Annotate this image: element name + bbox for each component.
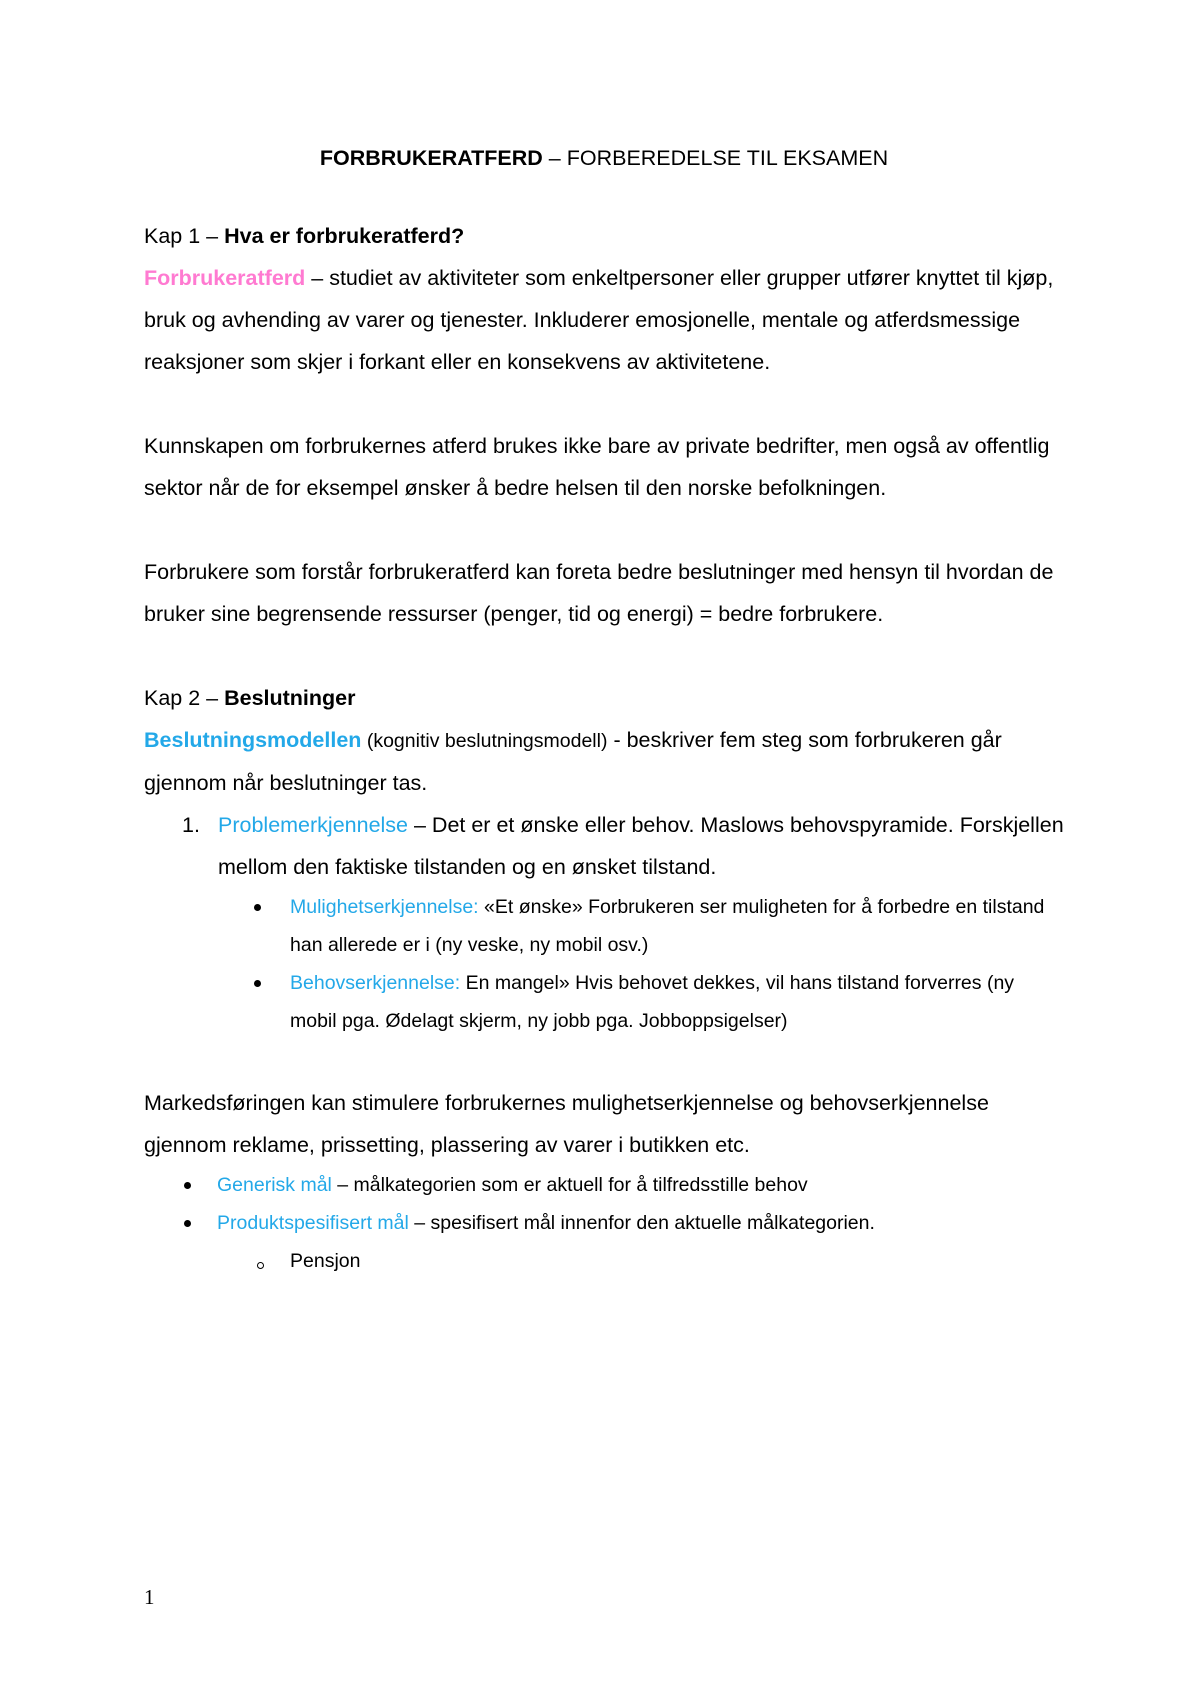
title-rest: – FORBEREDELSE TIL EKSAMEN (542, 146, 889, 170)
produktspesifisert-mal-text: – spesifisert mål innenfor den aktuelle målkategorien. (408, 1212, 875, 1234)
term-forbrukeratferd: Forbrukeratferd (144, 266, 306, 290)
list-item-generisk-mal (144, 1166, 1064, 1204)
chapter-2-prefix: Kap 2 – (144, 686, 225, 710)
beslutningsmodellen-definition: - beskriver fem steg som forbrukeren går gjennom når beslutninger tas. (144, 728, 1002, 795)
page-number: 1 (144, 1585, 155, 1609)
list-item-produktspesifisert-mal (144, 1204, 1064, 1242)
behovserkjennelse-text: En mangel» Hvis behovet dekkes, vil hans tilstand forverres (ny mobil pga. Ødelagt skjerm, ny jobb pga. Jobboppsigelser) (290, 972, 1015, 1032)
chapter-2-title: Beslutninger (224, 686, 356, 710)
definition-text: – studiet av aktiviteter som enkeltpersoner eller grupper utfører knyttet til kjøp, bruk og avhending av varer og tjenester. Inkluderer emosjonelle, mentale og atferdsmessige reaksjoner som skjer i forkant eller en konsekvens av aktivitetene. (144, 266, 1054, 374)
title-bold: FORBRUKERATFERD (319, 146, 543, 170)
circle-bullet-icon (257, 1262, 264, 1269)
list-item-mulighetserkjennelse (144, 888, 1064, 964)
bullet-icon (254, 904, 261, 911)
definition-beslutningsmodellen (144, 719, 1064, 804)
chapter-2-heading (144, 677, 1064, 719)
generisk-mal-text: – målkategorien som er aktuell for å tilfredsstille behov (331, 1174, 808, 1196)
document-title (144, 141, 1064, 175)
list-item-step-1 (144, 804, 1064, 888)
step-number: 1. (182, 813, 200, 837)
paragraph-forbrukere: Forbrukere som forstår forbrukeratferd kan foreta bedre beslutninger med hensyn til hvordan de bruker sine begrensende ressurser (penger, tid og energi) = bedre forbrukere. (144, 560, 1054, 626)
term-behovserkjennelse: Behovserkjennelse: (290, 972, 461, 994)
bullet-icon (254, 980, 261, 987)
definition-forbrukeratferd (144, 257, 1064, 383)
paragraph-kunnskap: Kunnskapen om forbrukernes atferd brukes ikke bare av private bedrifter, men også av offentlig sektor når de for eksempel ønsker å bedre helsen til den norske befolkningen. (144, 434, 1050, 500)
term-generisk-mal: Generisk mål (217, 1174, 332, 1196)
pensjon-text: Pensjon (290, 1250, 361, 1272)
term-paren: (kognitiv beslutningsmodell) (361, 730, 608, 752)
goals-list (144, 1166, 1064, 1242)
decision-steps-list (144, 804, 1064, 888)
term-produktspesifisert-mal: Produktspesifisert mål (217, 1212, 409, 1234)
term-problemerkjennelse: Problemerkjennelse (218, 813, 409, 837)
list-item-pensjon (144, 1242, 1064, 1280)
chapter-1-heading (144, 215, 1064, 257)
step-1-text: – Det er et ønske eller behov. Maslows behovspyramide. Forskjellen mellom den faktiske tilstanden og en ønsket tilstand. (218, 813, 1064, 879)
recognition-types-list (144, 888, 1064, 1040)
list-item-behovserkjennelse (144, 964, 1064, 1040)
bullet-icon (184, 1182, 191, 1189)
term-mulighetserkjennelse: Mulighetserkjennelse: (290, 896, 479, 918)
goal-examples-list (144, 1242, 1064, 1280)
bullet-icon (184, 1220, 191, 1227)
document-body (144, 141, 1064, 1280)
chapter-1-prefix: Kap 1 – (144, 224, 225, 248)
term-beslutningsmodellen: Beslutningsmodellen (144, 728, 362, 752)
paragraph-markedsforing: Markedsføringen kan stimulere forbrukernes mulighetserkjennelse og behovserkjennelse gjennom reklame, prissetting, plassering av varer i butikken etc. (144, 1091, 989, 1157)
mulighetserkjennelse-text: «Et ønske» Forbrukeren ser muligheten for å forbedre en tilstand han allerede er i (ny veske, ny mobil osv.) (290, 896, 1045, 956)
chapter-1-title: Hva er forbrukeratferd? (224, 224, 465, 248)
